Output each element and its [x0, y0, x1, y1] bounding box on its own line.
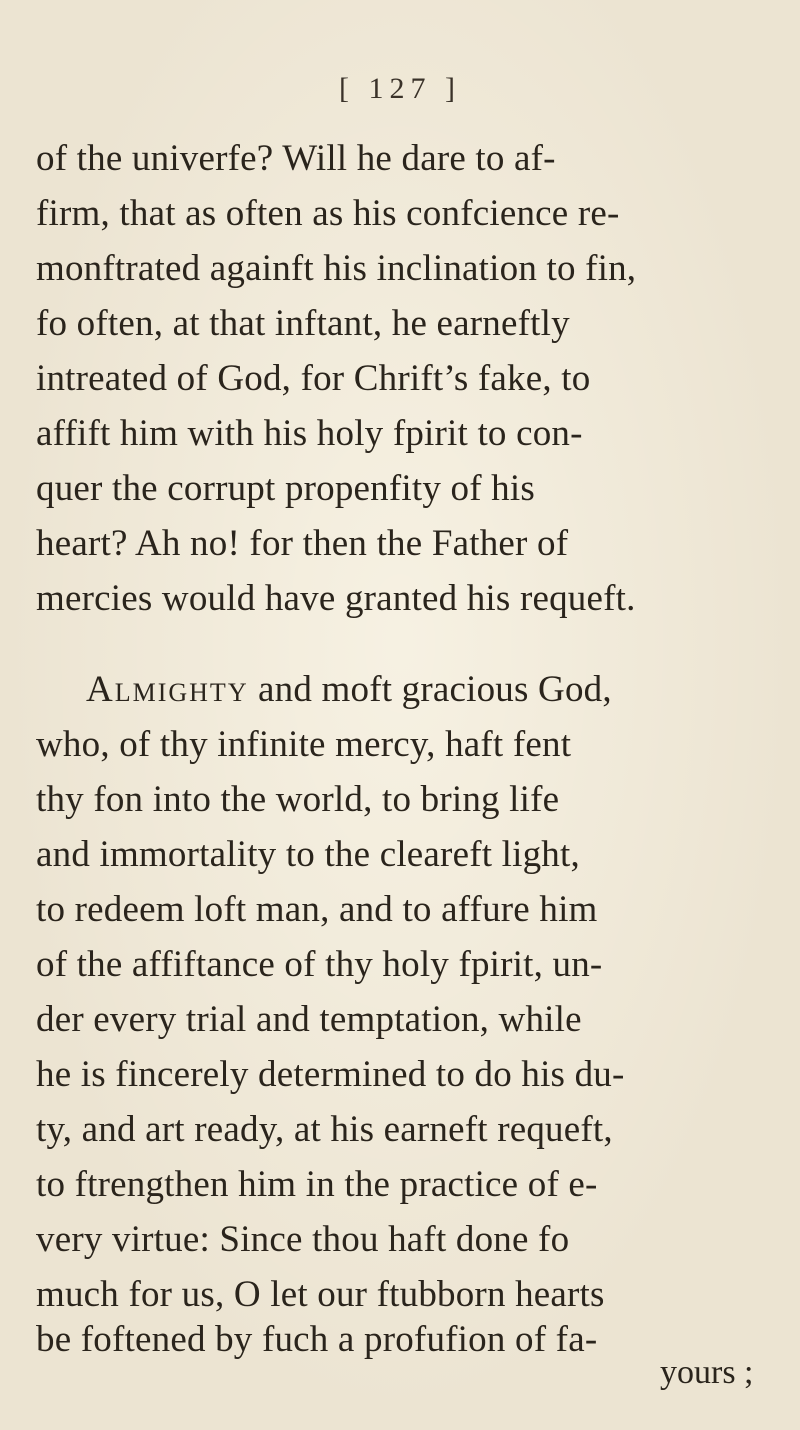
text-line-content: of the univerfe? Will he dare to af- [36, 138, 556, 179]
text-line-content: affift him with his holy fpirit to con- [36, 413, 583, 454]
first-line-rest: and moft gracious God, [248, 669, 612, 710]
text-line-content: very virtue: Since thou haft done fo [36, 1219, 570, 1260]
text-line-content: to ftrengthen him in the practice of e- [36, 1164, 598, 1205]
drop-word: Almighty [86, 669, 249, 710]
text-line-content: heart? Ah no! for then the Father of [36, 523, 569, 564]
text-line-content: ty, and art ready, at his earneft requeft, [36, 1109, 613, 1150]
page-number: [ 127 ] [339, 72, 461, 105]
text-line-content: mercies would have granted his requeft. [36, 578, 636, 619]
text-line-content: monftrated againft his inclination to fin, [36, 248, 637, 289]
text-line-content: firm, that as often as his confcience re- [36, 193, 620, 234]
text-line-content: be foftened by fuch a profufion of fa- [36, 1319, 598, 1360]
text-line-content: der every trial and temptation, while [36, 999, 582, 1040]
text-line-content [86, 668, 612, 712]
text-line-content: he is fincerely determined to do his du- [36, 1054, 625, 1095]
text-line-content: and immortality to the cleareft light, [36, 834, 580, 875]
catchword: yours ; [660, 1354, 754, 1391]
text-line-content: thy fon into the world, to bring life [36, 779, 560, 820]
text-line-content: intreated of God, for Chrift’s fake, to [36, 358, 591, 399]
text-line-content: of the affiftance of thy holy fpirit, un- [36, 944, 603, 985]
text-line-content: fo often, at that inftant, he earneftly [36, 303, 570, 344]
text-line-content: quer the corrupt propenfity of his [36, 468, 535, 509]
text-line-content: much for us, O let our ftubborn hearts [36, 1274, 605, 1315]
text-line-content: to redeem loft man, and to affure him [36, 889, 598, 930]
text-line-content: who, of thy infinite mercy, haft fent [36, 724, 572, 765]
